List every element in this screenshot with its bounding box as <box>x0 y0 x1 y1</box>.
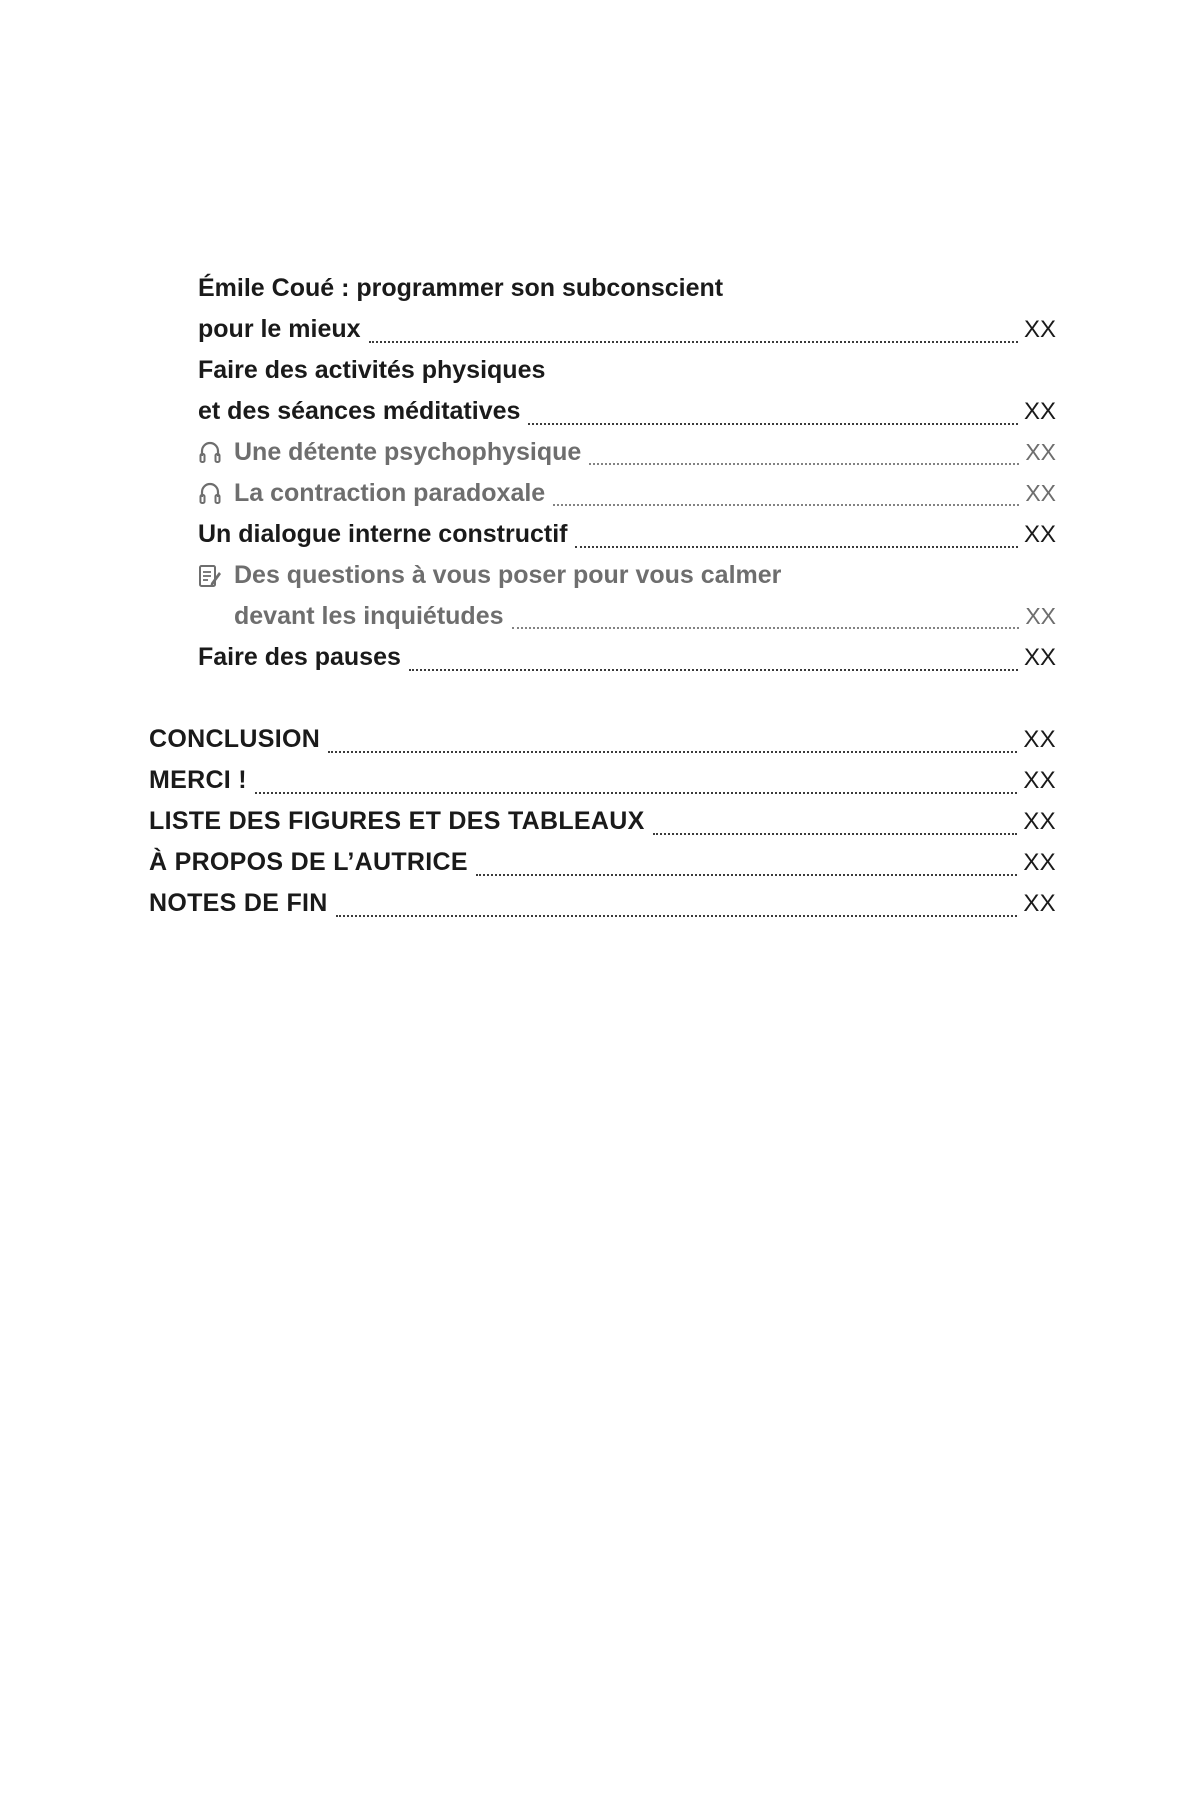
dot-leader <box>328 751 1017 753</box>
toc-entry-contraction[interactable] <box>198 473 1056 513</box>
toc-entry-notes[interactable] <box>149 883 1056 923</box>
headphones-icon <box>198 481 222 507</box>
toc-entry-activites[interactable] <box>198 391 1056 431</box>
toc-entry-label: MERCI ! <box>149 766 247 794</box>
toc-entry-label: CONCLUSION <box>149 725 321 753</box>
page-number: XX <box>1023 849 1056 876</box>
toc-entry-label: Faire des pauses <box>198 643 401 671</box>
page-number: XX <box>1025 480 1056 506</box>
page-number: XX <box>1025 603 1056 629</box>
toc-entry-label: et des séances méditatives <box>198 397 521 425</box>
page-number: XX <box>1023 398 1056 425</box>
page-number: XX <box>1023 726 1056 753</box>
toc-entry-pauses[interactable] <box>198 637 1056 677</box>
toc-entry-label: Faire des activités physiques <box>198 356 546 384</box>
toc-entry-label: Une détente psychophysique <box>234 438 582 466</box>
toc-entry-merci[interactable] <box>149 760 1056 800</box>
toc-entry-liste-figures[interactable] <box>149 801 1056 841</box>
dot-leader <box>369 341 1018 343</box>
dot-leader <box>528 423 1018 425</box>
toc-entry-label: À PROPOS DE L’AUTRICE <box>149 848 468 876</box>
toc-entry-coue-line1 <box>198 268 1056 308</box>
dot-leader <box>255 792 1017 794</box>
toc-entry-label: Émile Coué : programmer son subconscient <box>198 274 724 302</box>
dot-leader <box>553 504 1019 506</box>
toc-entry-conclusion[interactable] <box>149 719 1056 759</box>
toc-entry-activites-line1 <box>198 350 1056 390</box>
headphones-icon <box>198 440 222 466</box>
page-number: XX <box>1023 644 1056 671</box>
dot-leader <box>409 669 1018 671</box>
toc-entry-questions-line1 <box>198 555 1056 595</box>
page-number: XX <box>1023 767 1056 794</box>
notepad-pencil-icon <box>198 563 222 589</box>
dot-leader <box>336 915 1018 917</box>
page-number: XX <box>1025 439 1056 465</box>
toc-entry-detente[interactable] <box>198 432 1056 472</box>
dot-leader <box>653 833 1018 835</box>
toc-entry-questions[interactable] <box>198 596 1056 636</box>
toc-entry-label: pour le mieux <box>198 315 361 343</box>
page-number: XX <box>1023 521 1056 548</box>
toc-entry-coue[interactable] <box>198 309 1056 349</box>
dot-leader <box>476 874 1018 876</box>
toc-entry-label: Un dialogue interne constructif <box>198 520 568 548</box>
dot-leader <box>575 546 1018 548</box>
dot-leader <box>512 627 1020 629</box>
toc-entry-label: Des questions à vous poser pour vous calmer <box>234 561 782 589</box>
toc-entry-label: LISTE DES FIGURES ET DES TABLEAUX <box>149 807 645 835</box>
page-number: XX <box>1023 890 1056 917</box>
page-number: XX <box>1023 316 1056 343</box>
toc-entry-dialogue[interactable] <box>198 514 1056 554</box>
toc-entry-label: La contraction paradoxale <box>234 479 546 507</box>
page-number: XX <box>1023 808 1056 835</box>
toc-entry-label: NOTES DE FIN <box>149 889 328 917</box>
dot-leader <box>589 463 1019 465</box>
toc-entry-label: devant les inquiétudes <box>234 602 504 630</box>
toc-entry-a-propos[interactable] <box>149 842 1056 882</box>
